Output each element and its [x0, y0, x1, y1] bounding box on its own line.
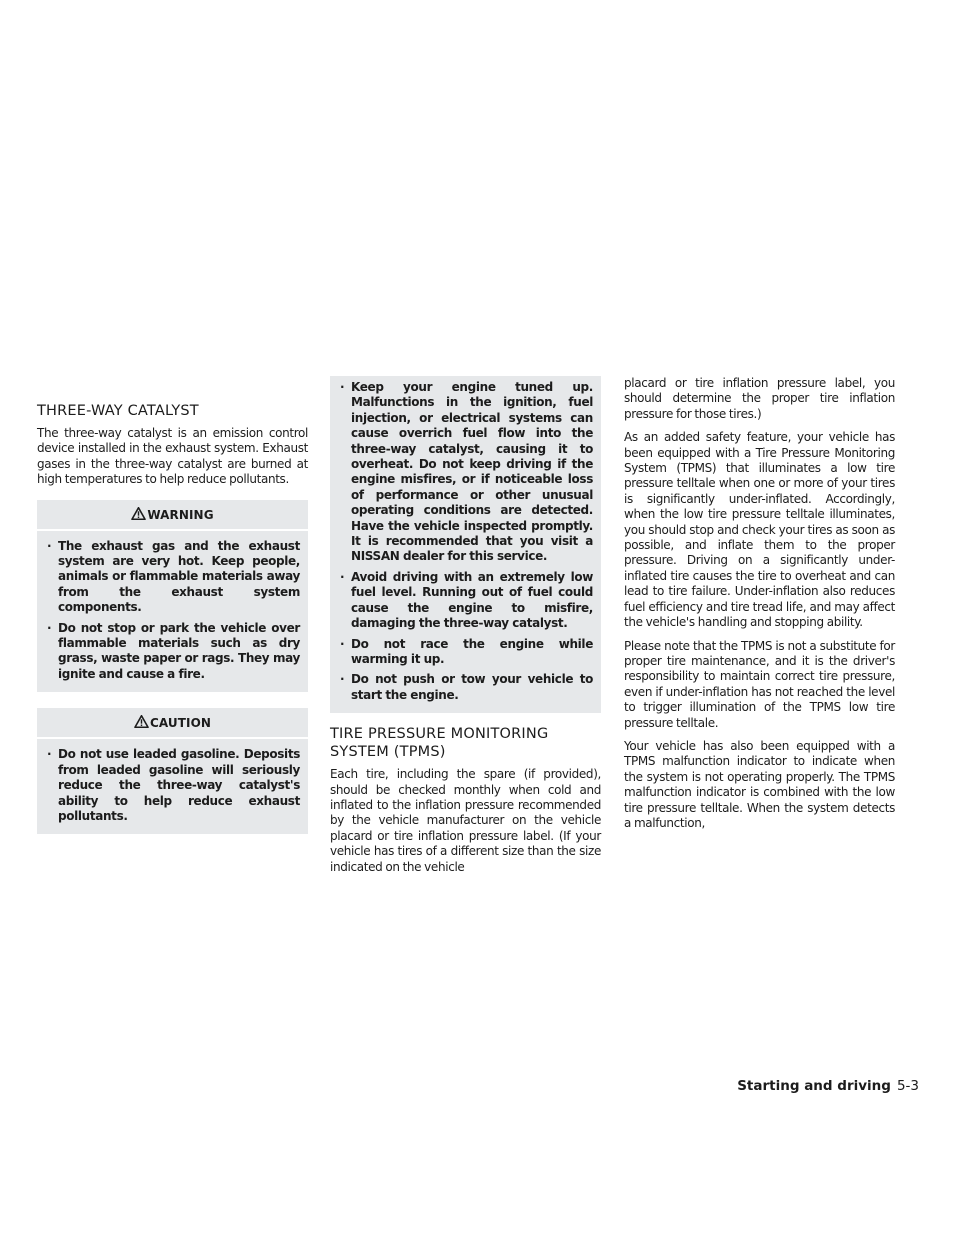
caution-item: · Keep your engine tuned up. Malfunctions in the ignition, fuel injection, or electrical systems can cause overrich fuel flow into the three-way catalyst, causing it to overheat. Do not keep driving if the engine misfires, or if noticeable loss of performance or other unusual operating conditions are detected. Have the vehicle inspected promptly. It is recommended that you visit a NISSAN dealer for this service.	[338, 380, 593, 565]
heading-tpms-line1: TIRE PRESSURE MONITORING	[330, 726, 549, 743]
column-3	[624, 376, 895, 839]
tpms-paragraph-5: Your vehicle has also been equipped with a TPMS malfunction indicator to indicate when the system is not operating properly. The TPMS malfunction indicator is combined with the low tire pressure telltale. When the system detects a malfunction,	[624, 738, 895, 830]
warning-box	[37, 500, 308, 693]
warning-item: · Do not stop or park the vehicle over flammable materials such as dry grass, waste paper or rags. They may ignite and cause a fire.	[45, 621, 300, 683]
footer-page-number: 5-3	[896, 1078, 919, 1094]
caution-item: · Avoid driving with an extremely low fuel level. Running out of fuel could cause the engine to misfire, damaging the three-way catalyst.	[338, 570, 593, 632]
heading-tpms-line2: SYSTEM (TPMS)	[330, 744, 446, 761]
caution-item: · Do not race the engine while warming it up.	[338, 637, 593, 668]
footer-section-title: Starting and driving	[737, 1078, 891, 1094]
caution-continued-box	[330, 376, 601, 713]
caution-header	[37, 715, 308, 739]
warning-list	[45, 539, 300, 683]
caution-item: · Do not push or tow your vehicle to start the engine.	[338, 672, 593, 703]
caution-continued-list	[338, 380, 593, 703]
tpms-paragraph-2: placard or tire inflation pressure label, you should determine the proper tire inflation pressure for those tires.)	[624, 376, 895, 421]
caution-title: CAUTION	[149, 716, 212, 731]
warning-triangle-icon	[131, 507, 146, 520]
tpms-paragraph-4: Please note that the TPMS is not a substitute for proper tire maintenance, and it is the driver's responsibility to maintain correct tire pressure, even if under-inflation has not reached the level to trigger illumination of the TPMS low tire pressure telltale.	[624, 638, 895, 730]
warning-title: WARNING	[147, 507, 214, 522]
tpms-paragraph-1: Each tire, including the spare (if provided), should be checked monthly when cold and inflated to the inflation pressure recommended by the vehicle manufacturer on the vehicle placard or tire inflation pressure label. (If your vehicle has tires of a different size than the size indicated on the vehicle	[330, 767, 601, 874]
column-1	[37, 402, 308, 834]
catalyst-intro-paragraph: The three-way catalyst is an emission control device installed in the exhaust system. Exhaust gases in the three-way catalyst are burned at high temperatures to help reduce pollutants.	[37, 426, 308, 487]
caution-triangle-icon	[134, 715, 149, 728]
caution-box	[37, 708, 308, 834]
heading-three-way-catalyst: THREE-WAY CATALYST	[37, 403, 199, 419]
page-footer	[737, 1078, 919, 1094]
caution-item: · Do not use leaded gasoline. Deposits from leaded gasoline will seriously reduce the three-way catalyst's ability to help reduce exhaust pollutants.	[45, 747, 300, 824]
tpms-paragraph-3: As an added safety feature, your vehicle has been equipped with a Tire Pressure Monitoring System (TPMS) that illuminates a low tire pressure telltale when one or more of your tires is significantly under-inflated. Accordingly, when the low tire pressure telltale illuminates, you should stop and check your tires as soon as possible, and inflate them to the proper pressure. Driving on a significantly under-inflated tire causes the tire to overheat and can lead to tire failure. Under-inflation also reduces fuel efficiency and tire tread life, and may affect the vehicle's handling and stopping ability.	[624, 430, 895, 630]
caution-list	[45, 747, 300, 824]
warning-item: · The exhaust gas and the exhaust system are very hot. Keep people, animals or flammable materials away from the exhaust system components.	[45, 539, 300, 616]
column-2	[330, 376, 601, 883]
warning-header	[37, 507, 308, 531]
heading-tpms	[330, 725, 601, 761]
